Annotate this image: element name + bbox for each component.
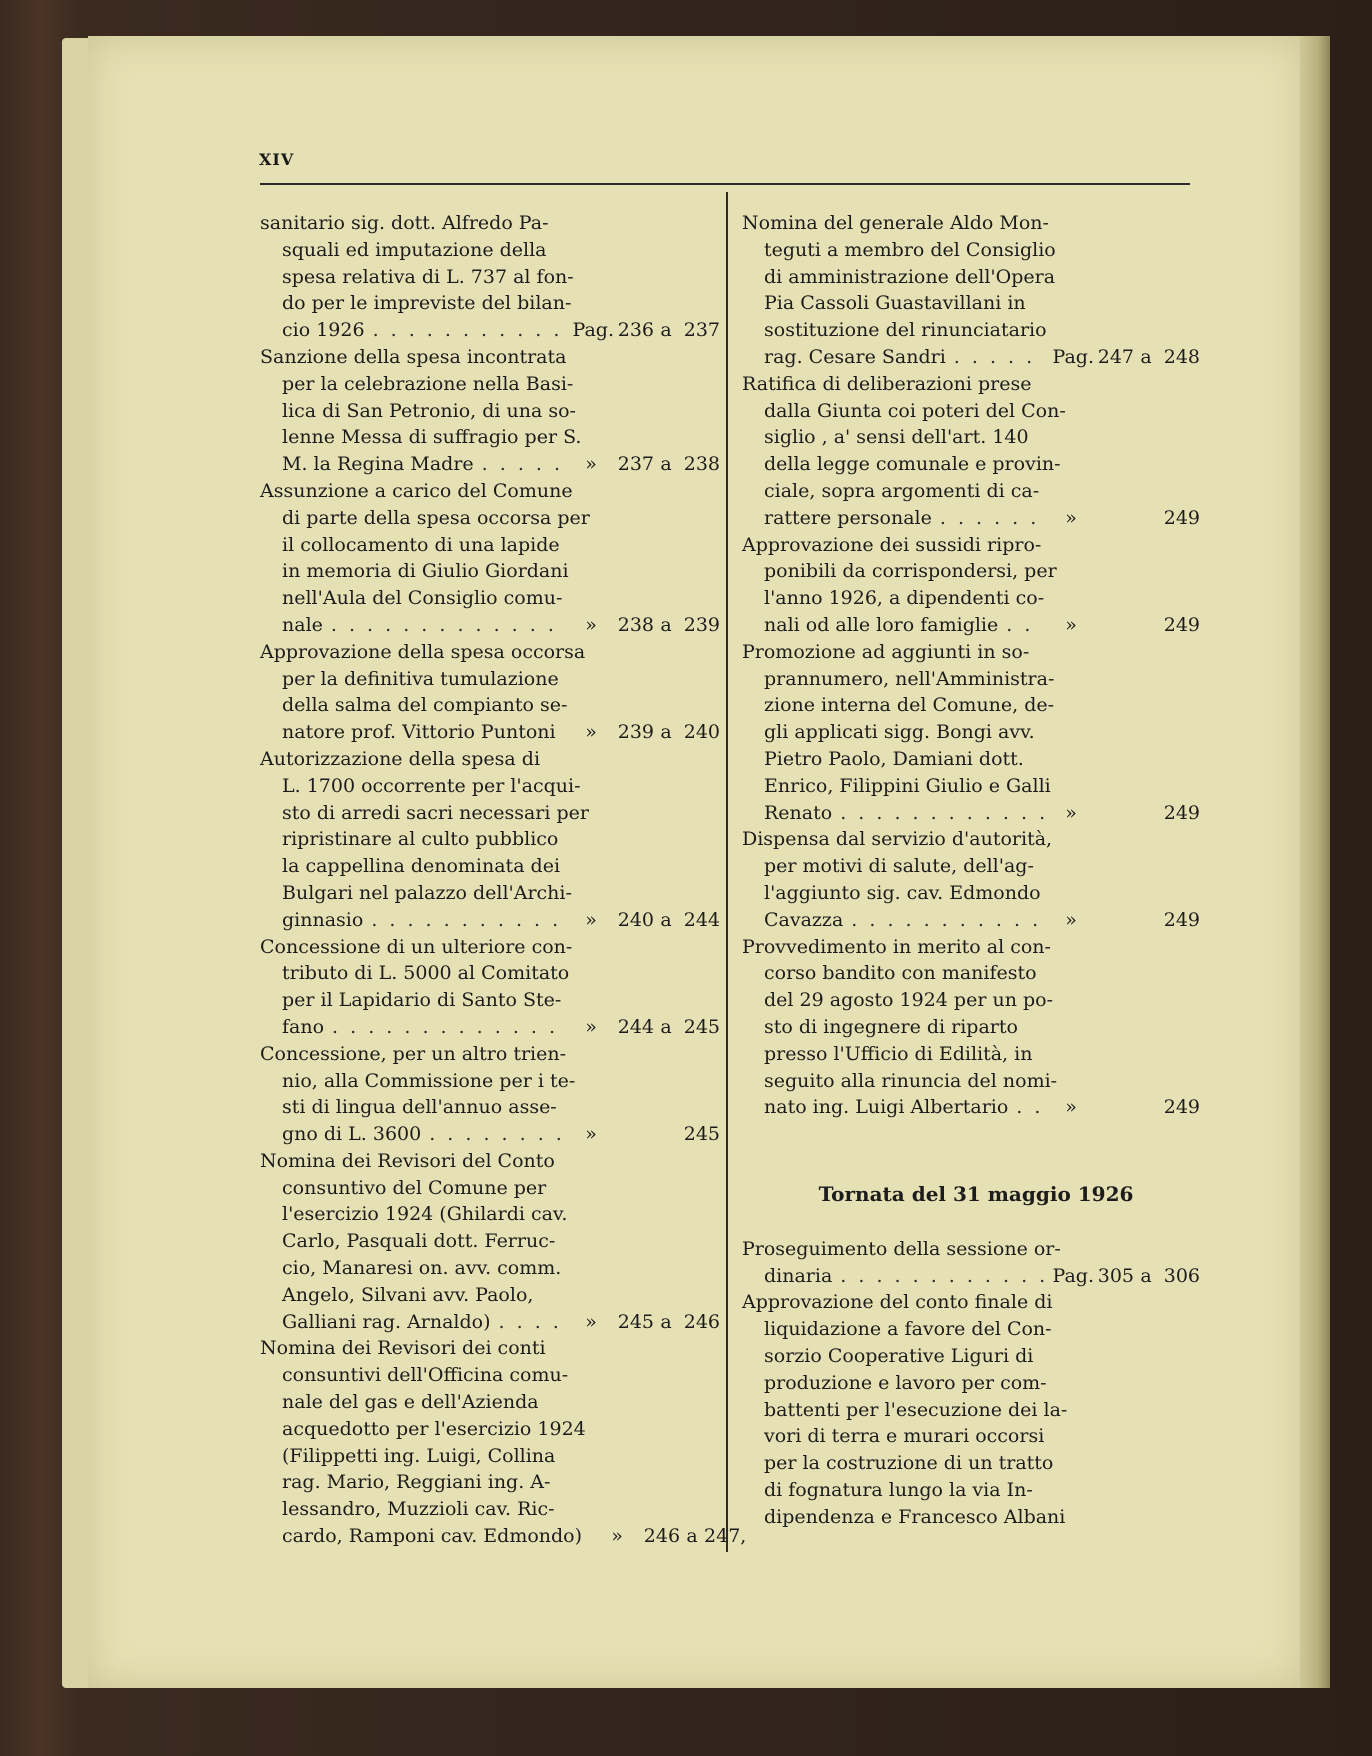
entry-line: Pia Cassoli Guastavillani in (764, 292, 1026, 315)
page-reference (1048, 505, 1200, 532)
entry-last-line (742, 505, 1200, 532)
entry-line: consuntivo del Comune per (282, 1176, 547, 1199)
entry-line: Approvazione dei sussidi ripro- (742, 533, 1042, 556)
entry-line: (Filippetti ing. Luigi, Collina (282, 1444, 556, 1467)
page-edge (1300, 36, 1330, 1688)
entry-line: lessandro, Muzzioli cav. Ric- (282, 1498, 555, 1521)
entry-text: ginnasio (282, 908, 364, 931)
page-from: 305 (1097, 1264, 1134, 1287)
index-entry (742, 532, 1200, 639)
page-to: 246 (683, 1310, 720, 1333)
entry-line: di amministrazione dell'Opera (764, 265, 1056, 288)
entry-line: nell'Aula del Consiglio comu- (282, 587, 563, 610)
entry-line: ripristinare al culto pubblico (282, 828, 559, 851)
entry-line: Nomina del generale Aldo Mon- (742, 212, 1049, 234)
entry-last-line (260, 1523, 747, 1550)
page-range-word: a (1140, 345, 1152, 368)
page-range-word: a (660, 1015, 672, 1038)
entry-line: per motivi di salute, dell'ag- (764, 855, 1034, 878)
entry-text: fano (282, 1015, 325, 1038)
page-to: 249 (1163, 801, 1200, 824)
page-reference (1050, 344, 1200, 371)
entry-line: lenne Messa di suffragio per S. (282, 426, 582, 449)
entry-line: Approvazione della spesa occorsa (260, 640, 586, 663)
page-to: 244 (683, 908, 720, 931)
entry-last-line (742, 344, 1200, 371)
index-entry (742, 639, 1200, 827)
index-entry (260, 344, 720, 478)
entry-line: spesa relativa di L. 737 al fon- (282, 265, 574, 288)
page-range-word: a (660, 319, 672, 342)
leader-dots (954, 344, 1046, 371)
entry-line: cio, Manaresi on. avv. comm. (282, 1257, 562, 1280)
entry-line: Ratifica di deliberazioni prese (742, 372, 1032, 395)
leader-dots (1006, 612, 1044, 639)
entry-last-line (742, 907, 1200, 934)
index-entry (742, 1236, 1200, 1290)
entry-last-line (260, 317, 720, 344)
entry-line: prannumero, nell'Amministra- (764, 667, 1055, 690)
page-reference (1048, 907, 1200, 934)
ditto-mark: » (585, 1015, 597, 1038)
entry-line: L. 1700 occorrente per l'acqui- (282, 774, 581, 797)
entry-line: la cappellina denominata dei (282, 855, 561, 878)
page-reference (1050, 1263, 1200, 1290)
ditto-mark: » (1065, 801, 1077, 824)
page-to: 245 (683, 1123, 720, 1146)
entry-line: sanitario sig. dott. Alfredo Pa- (260, 212, 549, 234)
page-reference (570, 317, 720, 344)
index-entry (742, 934, 1200, 1122)
ditto-mark: » (585, 613, 597, 636)
entry-last-line (742, 612, 1200, 639)
entry-line: battenti per l'esecuzione dei la- (764, 1398, 1068, 1421)
entry-last-line (260, 612, 720, 639)
leader-dots (332, 1014, 564, 1041)
ditto-mark: » (611, 1525, 623, 1548)
entry-text: cardo, Ramponi cav. Edmondo) (282, 1525, 583, 1548)
index-entry (260, 210, 720, 344)
page-from (1094, 612, 1134, 639)
left-column (260, 210, 747, 1550)
entry-last-line (260, 451, 720, 478)
page-to: 240 (683, 721, 720, 744)
entry-line: in memoria di Giulio Giordani (282, 560, 569, 583)
entry-line: sto di arredi sacri necessari per (282, 801, 589, 824)
entry-line: l'anno 1926, a dipendenti co- (764, 587, 1045, 610)
index-entry (260, 639, 720, 746)
page-from (1094, 800, 1134, 827)
entry-line: produzione e lavoro per com- (764, 1371, 1047, 1394)
page-reference (594, 1523, 746, 1550)
page-range-word (1134, 907, 1158, 934)
page-from (1094, 505, 1134, 532)
entry-line: squali ed imputazione della (282, 238, 547, 261)
entry-text: nali od alle loro famiglie (764, 613, 999, 636)
entry-text: nato ing. Luigi Albertario (764, 1096, 1009, 1119)
index-entry (742, 826, 1200, 933)
page-from: 240 (617, 908, 654, 931)
page-reference (1048, 1094, 1200, 1121)
entry-line: acquedotto per l'esercizio 1924 (282, 1417, 586, 1440)
ditto-mark: » (585, 908, 597, 931)
entry-line: rag. Mario, Reggiani ing. A- (282, 1471, 551, 1494)
page-from (1094, 1094, 1134, 1121)
section-heading: Tornata del 31 maggio 1926 (818, 1182, 1134, 1207)
leader-dots (331, 612, 564, 639)
entry-line: per il Lapidario di Santo Ste- (282, 989, 562, 1012)
entry-line: seguito alla rinuncia del nomi- (764, 1069, 1058, 1092)
ditto-mark: » (585, 1310, 597, 1333)
page-to: 249 (1163, 1096, 1200, 1119)
page-range-word: a (686, 1525, 698, 1548)
page-to: 306 (1163, 1264, 1200, 1287)
entry-line: di parte della spesa occorsa per (282, 506, 590, 529)
index-entry (260, 1148, 720, 1336)
entry-line: sto di ingegnere di riparto (764, 1015, 1018, 1038)
entry-line: per la definitiva tumulazione (282, 667, 559, 690)
entry-line: gli applicati sigg. Bongi avv. (764, 721, 1035, 744)
entry-text: cio 1926 (282, 319, 365, 342)
leader-dots (940, 505, 1044, 532)
ditto-mark: » (585, 1123, 597, 1146)
entry-text: nale (282, 613, 323, 636)
entry-line: Concessione di un ulteriore con- (260, 935, 573, 958)
entry-line: ponibili da corrispondersi, per (764, 560, 1057, 583)
page-from: 237 (617, 453, 654, 476)
page-reference (1048, 800, 1200, 827)
entry-line: do per le impreviste del bilan- (282, 292, 572, 315)
entry-line: l'aggiunto sig. cav. Edmondo (764, 881, 1041, 904)
entry-line: teguti a membro del Consiglio (764, 238, 1056, 261)
page-reference (1048, 612, 1200, 639)
ditto-mark: » (1065, 506, 1077, 529)
page-number: XIV (259, 150, 295, 169)
entry-line: Nomina dei Revisori del Conto (260, 1149, 555, 1172)
entry-line: tributo di L. 5000 al Comitato (282, 962, 570, 985)
leader-dots (840, 800, 1044, 827)
entry-text: M. la Regina Madre (282, 453, 474, 476)
entry-line: Pietro Paolo, Damiani dott. (764, 747, 1024, 770)
page-reference (568, 1309, 720, 1336)
leader-dots (840, 1263, 1046, 1290)
entry-line: corso bandito con manifesto (764, 962, 1037, 985)
leader-dots (429, 1121, 564, 1148)
index-entry (260, 1335, 747, 1549)
index-entry (742, 210, 1200, 371)
page-reference (568, 719, 720, 746)
entry-line: consuntivi dell'Officina comu- (282, 1364, 569, 1387)
page-to: 249 (1163, 613, 1200, 636)
page-from: 247 (1097, 345, 1134, 368)
page-range-word: a (660, 721, 672, 744)
entry-line: ciale, sopra argomenti di ca- (764, 479, 1040, 502)
entry-line: Dispensa dal servizio d'autorità, (742, 828, 1053, 851)
entry-line: Bulgari nel palazzo dell'Archi- (282, 881, 572, 904)
ditto-mark: » (585, 721, 597, 744)
leader-dots (482, 451, 564, 478)
page-range-word: a (660, 613, 672, 636)
entry-line: della legge comunale e provin- (764, 453, 1061, 476)
entry-last-line (260, 907, 720, 934)
leader-dots (851, 907, 1044, 934)
entry-text: Cavazza (764, 908, 844, 931)
page-range-word (1134, 800, 1158, 827)
page-to: 238 (683, 453, 720, 476)
entry-line: Concessione, per un altro trien- (260, 1042, 567, 1065)
entry-text: rag. Cesare Sandri (764, 345, 946, 368)
entry-line: liquidazione a favore del Con- (764, 1318, 1052, 1341)
page-to: 239 (683, 613, 720, 636)
page-to: 249 (1163, 908, 1200, 931)
column-divider (726, 192, 728, 1552)
entry-line: Angelo, Silvani avv. Paolo, (282, 1283, 534, 1306)
page-range-word (1134, 505, 1158, 532)
page-range-word: a (660, 453, 672, 476)
index-entry (260, 478, 720, 639)
page-reference (568, 907, 720, 934)
entry-line: dipendenza e Francesco Albani (764, 1505, 1066, 1528)
entry-line: siglio , a' sensi dell'art. 140 (764, 426, 1029, 449)
entry-line: nale del gas e dell'Azienda (282, 1391, 539, 1414)
page-reference (568, 1014, 720, 1041)
entry-text: rattere personale (764, 506, 932, 529)
ditto-mark: » (1065, 908, 1077, 931)
page-range-word (1134, 1094, 1158, 1121)
entry-text: gno di L. 3600 (282, 1123, 422, 1146)
index-entry (742, 371, 1200, 532)
leader-dots (371, 907, 564, 934)
page-label: Pag. (572, 319, 614, 342)
entry-last-line (742, 1263, 1200, 1290)
index-entry (260, 1041, 720, 1148)
page-range-word (1134, 612, 1158, 639)
page-from (614, 1121, 654, 1148)
leader-dots (373, 317, 566, 344)
entry-line: nio, alla Commissione per i te- (282, 1069, 576, 1092)
entry-text: Renato (764, 801, 833, 824)
entry-line: Assunzione a carico del Comune (260, 479, 573, 502)
ditto-mark: » (1065, 613, 1077, 636)
index-entry (260, 934, 720, 1041)
entry-line: presso l'Ufficio di Edilità, in (764, 1042, 1033, 1065)
page-from: 239 (617, 721, 654, 744)
entry-text: natore prof. Vittorio Puntoni (282, 721, 556, 744)
entry-line: per la costruzione di un tratto (764, 1452, 1054, 1475)
entry-line: Promozione ad aggiunti in so- (742, 640, 1030, 663)
entry-line: Nomina dei Revisori dei conti (260, 1337, 546, 1360)
page-from: 246 (643, 1525, 681, 1548)
page-label: Pag. (1052, 345, 1094, 368)
entry-line: sti di lingua dell'annuo asse- (282, 1096, 557, 1119)
page-range-word (654, 1121, 678, 1148)
entry-line: del 29 agosto 1924 per un po- (764, 989, 1053, 1012)
entry-line: dalla Giunta coi poteri del Con- (764, 399, 1066, 422)
entry-line: il collocamento di una lapide (282, 533, 560, 556)
entry-line: per la celebrazione nella Basi- (282, 372, 574, 395)
right-column (742, 210, 1200, 1531)
entry-line: l'esercizio 1924 (Ghilardi cav. (282, 1203, 568, 1226)
index-entry (260, 746, 720, 934)
entry-last-line (260, 1121, 720, 1148)
page-to: 245 (683, 1015, 720, 1038)
entry-last-line (260, 719, 720, 746)
entry-line: Provvedimento in merito al con- (742, 935, 1051, 958)
page-label: Pag. (1052, 1264, 1094, 1287)
page-to: 237 (683, 319, 720, 342)
entry-line: Approvazione del conto finale di (742, 1291, 1053, 1314)
page-range-word: a (660, 908, 672, 931)
ditto-mark: » (585, 453, 597, 476)
page-range-word: a (660, 1310, 672, 1333)
ditto-mark: » (1065, 1096, 1077, 1119)
entry-line: di fognatura lungo la via In- (764, 1479, 1033, 1502)
entry-text: Galliani rag. Arnaldo) (282, 1310, 491, 1333)
leader-dots (1016, 1094, 1044, 1121)
page-from: 244 (617, 1015, 654, 1038)
page-to: 248 (1163, 345, 1200, 368)
page-range-word: a (1140, 1264, 1152, 1287)
leader-dots (499, 1309, 564, 1336)
entry-last-line (260, 1309, 720, 1336)
page-to: 247, (704, 1525, 747, 1548)
entry-line: Autorizzazione della spesa di (260, 747, 541, 770)
entry-line: Enrico, Filippini Giulio e Galli (764, 774, 1051, 797)
entry-last-line (742, 800, 1200, 827)
page-reference (568, 1121, 720, 1148)
page-from: 245 (617, 1310, 654, 1333)
entry-line: Sanzione della spesa incontrata (260, 345, 567, 368)
entry-line: della salma del compianto se- (282, 694, 568, 717)
page-reference (568, 451, 720, 478)
entry-last-line (742, 1094, 1200, 1121)
entry-line: sostituzione del rinunciatario (764, 319, 1047, 342)
entry-line: vori di terra e murari occorsi (764, 1425, 1045, 1448)
page-from: 238 (617, 613, 654, 636)
header-rule (260, 183, 1190, 185)
index-entry (742, 1289, 1200, 1530)
entry-line: Proseguimento della sessione or- (742, 1237, 1061, 1260)
entry-last-line (260, 1014, 720, 1041)
entry-line: Carlo, Pasquali dott. Ferruc- (282, 1230, 556, 1253)
page-from: 236 (617, 319, 654, 342)
entry-text: dinaria (764, 1264, 833, 1287)
entry-line: lica di San Petronio, di una so- (282, 399, 576, 422)
page-reference (568, 612, 720, 639)
entry-line: sorzio Cooperative Liguri di (764, 1345, 1034, 1368)
page-from (1094, 907, 1134, 934)
entry-line: zione interna del Comune, de- (764, 694, 1055, 717)
page-to: 249 (1163, 506, 1200, 529)
